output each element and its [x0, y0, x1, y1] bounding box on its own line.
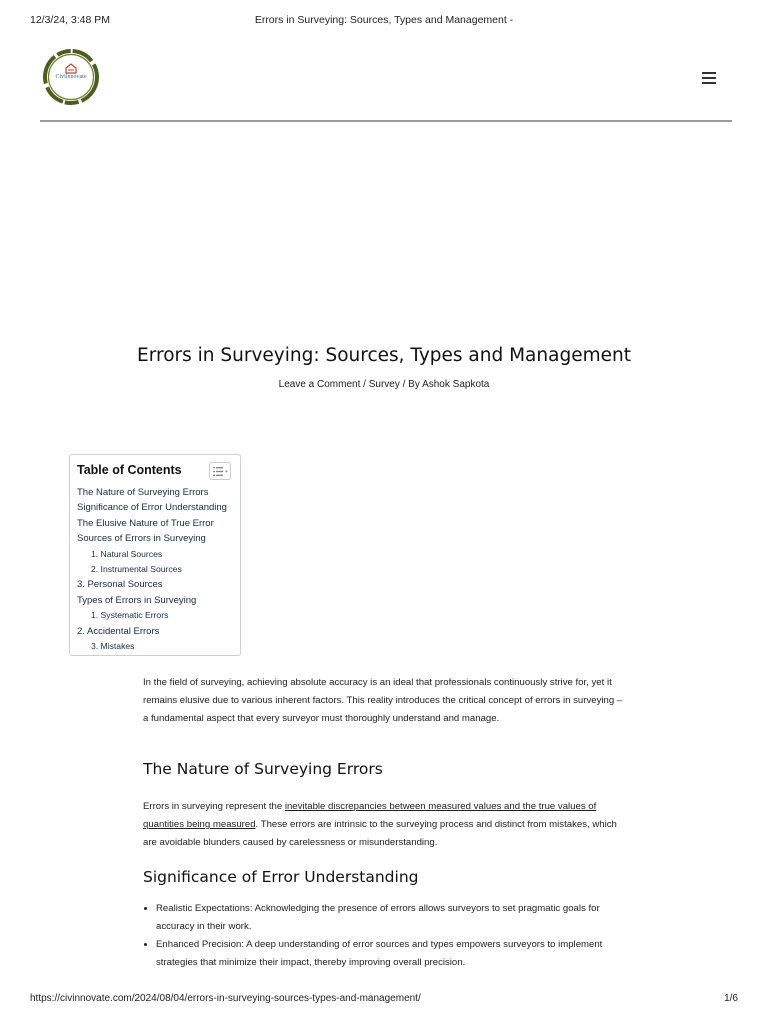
print-page-number: 1/6 [724, 993, 738, 1004]
print-header [30, 14, 738, 28]
hamburger-menu-button[interactable] [702, 72, 716, 86]
section-heading-nature-of-errors: The Nature of Surveying Errors [143, 760, 383, 778]
hamburger-icon-bar [702, 72, 716, 74]
section-heading-significance: Significance of Error Understanding [143, 868, 419, 886]
meta-separator: / By [399, 379, 423, 390]
toc-item[interactable]: The Nature of Surveying Errors [77, 487, 209, 498]
toc-item[interactable]: Significance of Error Understanding [77, 502, 227, 514]
discrepancies-link[interactable]: inevitable discrepancies between measured values and the true values of quantities being measured [143, 801, 597, 830]
author-link[interactable]: Ashok Sapkota [422, 379, 490, 390]
toc-item[interactable]: 1. Natural Sources [91, 548, 163, 559]
site-header [40, 44, 732, 122]
toc-list [77, 485, 240, 654]
post-meta [0, 379, 768, 390]
print-doc-title: Errors in Surveying: Sources, Types and Management - [254, 14, 514, 26]
section1-text-before: Errors in surveying represent the [143, 801, 285, 812]
section1-paragraph [143, 798, 625, 852]
hamburger-icon-bar [702, 77, 716, 79]
significance-list [143, 900, 625, 972]
print-footer [30, 993, 738, 1007]
print-url: https://civinnovate.com/2024/08/04/errors-in-surveying-sources-types-and-management/ [30, 993, 421, 1004]
toc-item[interactable]: 2. Instrumental Sources [91, 564, 182, 575]
section1-text-after: . These errors are intrinsic to the surveying process and distinct from mistakes, which are avoidable blunders caused by carelessness or misunderstanding. [143, 819, 617, 848]
meta-separator: / [360, 379, 369, 390]
toc-item[interactable]: Types of Errors in Surveying [77, 594, 197, 606]
header-divider [40, 120, 732, 122]
intro-paragraph: In the field of surveying, achieving absolute accuracy is an ideal that professionals continuously strive for, yet it remains elusive due to various inherent factors. This reality introduces the critical concept of errors in surveying – a fundamental aspect that every surveyor must thoroughly understand and manage. [143, 677, 623, 724]
table-of-contents [69, 454, 241, 656]
list-item: • Realistic Expectations: Acknowledging the presence of errors allows surveyors to set pragmatic goals for accuracy in their work. [156, 900, 625, 936]
logo-text: Civilnnovate [55, 74, 87, 80]
print-datetime: 12/3/24, 3:48 PM [30, 14, 110, 26]
leave-comment-link[interactable]: Leave a Comment [278, 379, 361, 390]
toc-item[interactable]: 3. Personal Sources [77, 579, 163, 591]
category-link[interactable]: Survey [368, 379, 400, 390]
toc-title: Table of Contents [77, 463, 182, 477]
list-item: • Enhanced Precision: A deep understanding of error sources and types empowers surveyors to implement strategies that minimize their impact, thereby improving overall precision. [156, 936, 625, 972]
post-title: Errors in Surveying: Sources, Types and Management [137, 345, 631, 366]
toc-item[interactable]: Sources of Errors in Surveying [77, 533, 206, 545]
hamburger-icon-bar [702, 82, 716, 84]
site-logo[interactable] [40, 46, 102, 108]
article-content [143, 674, 625, 972]
toc-item[interactable]: 1. Systematic Errors [91, 610, 169, 621]
toc-toggle-button[interactable] [209, 462, 231, 480]
toc-item[interactable]: 3. Mistakes [91, 641, 135, 652]
list-toggle-icon [213, 466, 229, 477]
toc-item[interactable]: 2. Accidental Errors [77, 625, 160, 637]
toc-item[interactable]: The Elusive Nature of True Error [77, 517, 214, 529]
